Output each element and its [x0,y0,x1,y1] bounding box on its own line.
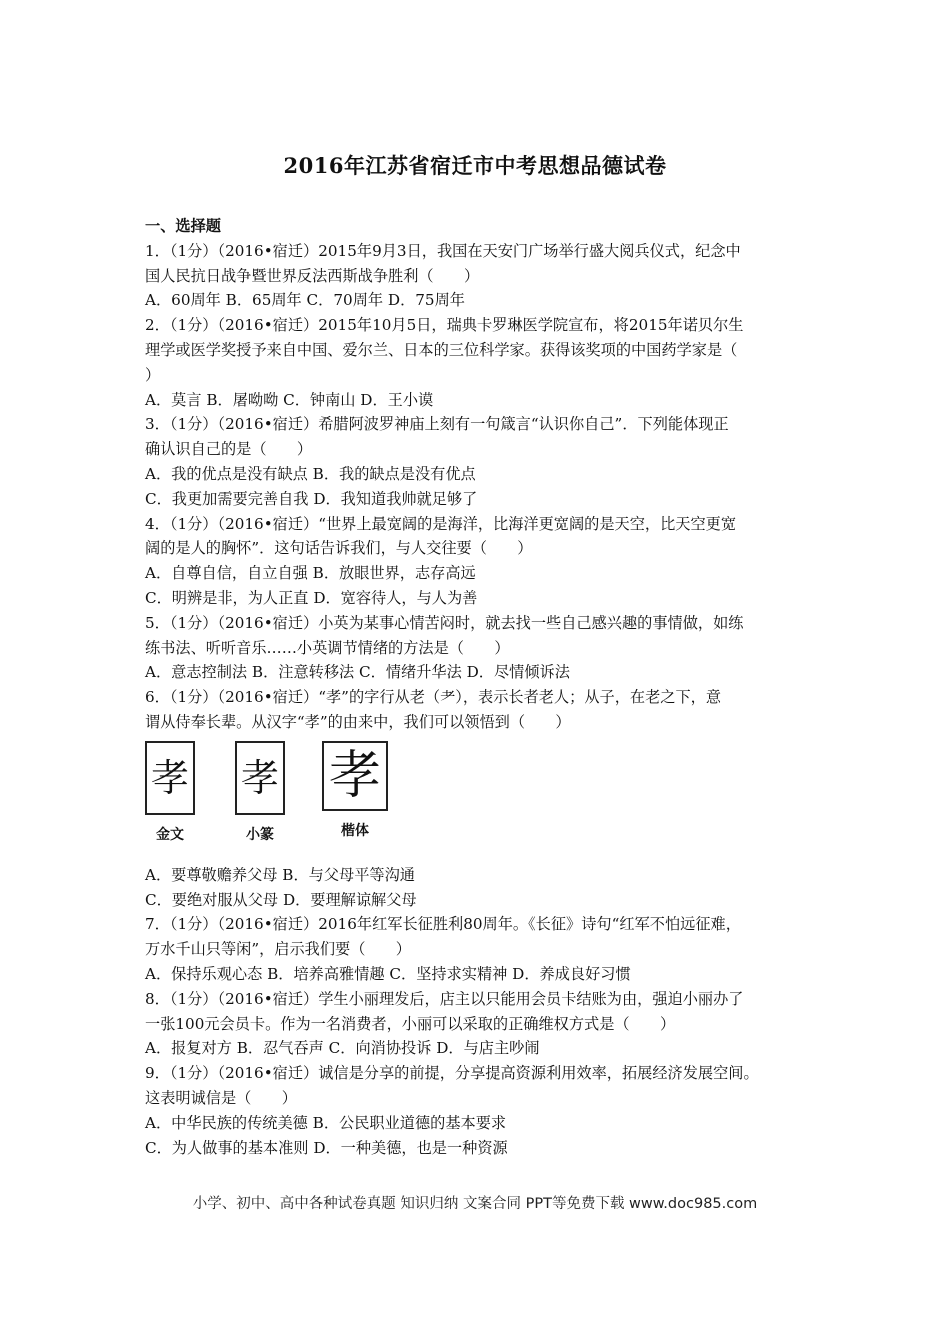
question-3-options-2: C．我更加需要完善自我 D．我知道我帅就足够了 [145,489,478,508]
question-3-line-1: 3．（1分）（2016•宿迁）希腊阿波罗神庙上刻有一句箴言“认识你自己”．下列能体现正 [145,415,729,434]
exam-content [145,214,825,1160]
question-2-line-3: ） [145,365,161,384]
question-5-options-1: A．意志控制法 B．注意转移法 C．情绪升华法 D．尽情倾诉法 [145,663,570,682]
xiao-character-figure [145,735,825,863]
kaiti-glyph: 孝 [328,745,381,806]
question-2-options-1: A．莫言 B．屠呦呦 C．钟南山 D．王小谟 [145,390,434,409]
jinwen-figure [145,741,195,848]
question-7-options-1: A．保持乐观心态 B．培养高雅情趣 C．坚持求实精神 D．养成良好习惯 [145,964,631,983]
question-8-line-1: 8．（1分）（2016•宿迁）学生小丽理发后，店主以只能用会员卡结账为由，强迫小丽办了 [145,989,744,1008]
question-8-options-1: A．报复对方 B．忍气吞声 C．向消协投诉 D．与店主吵闹 [145,1039,540,1058]
question-4-options-2: C．明辨是非，为人正直 D．宽容待人，与人为善 [145,588,478,607]
question-9-options-2: C．为人做事的基本准则 D．一种美德，也是一种资源 [145,1138,508,1157]
kaiti-label: 楷体 [341,822,369,839]
jinwen-glyph-frame [145,741,195,815]
question-9-options-1: A．中华民族的传统美德 B．公民职业道德的基本要求 [145,1113,507,1132]
xiaozhuan-glyph: 孝 [240,755,279,800]
question-1-line-2: 国人民抗日战争暨世界反法西斯战争胜利（ ） [145,266,480,285]
question-5-line-1: 5．（1分）（2016•宿迁）小英为某事心情苦闷时，就去找一些自己感兴趣的事情做，如练 [145,613,744,632]
question-6-line-2: 谓从侍奉长辈。从汉字“孝”的由来中，我们可以领悟到（ ） [145,712,571,731]
question-6-options-2: C．要绝对服从父母 D．要理解谅解父母 [145,890,417,909]
kaiti-figure [322,741,388,844]
question-9-line-1: 9．（1分）（2016•宿迁）诚信是分享的前提，分享提高资源利用效率，拓展经济发展空间。 [145,1064,759,1083]
question-6-line-1: 6．（1分）（2016•宿迁）“孝”的字行从老（耂），表示长者老人；从子，在老之下，意 [145,688,722,707]
page-footer: 小学、初中、高中各种试卷真题 知识归纳 文案合同 PPT等免费下载 www.doc985.com [192,1196,758,1212]
kaiti-glyph-frame [322,741,388,811]
question-7-line-1: 7．（1分）（2016•宿迁）2016年红军长征胜利80周年。《长征》诗句“红军不怕远征难， [145,915,741,934]
question-3-options-1: A．我的优点是没有缺点 B．我的缺点是没有优点 [145,464,476,483]
question-4-line-2: 阔的是人的胸怀”．这句话告诉我们，与人交往要（ ） [145,539,533,558]
question-8-line-2: 一张100元会员卡。作为一名消费者，小丽可以采取的正确维权方式是（ ） [145,1014,676,1033]
section-heading: 一、选择题 [145,217,221,235]
question-6-options-1: A．要尊敬赡养父母 B．与父母平等沟通 [145,865,415,884]
xiaozhuan-figure [235,741,285,848]
page-title: 2016年江苏省宿迁市中考思想品德试卷 [283,153,667,178]
question-2-line-1: 2．（1分）（2016•宿迁）2015年10月5日，瑞典卡罗琳医学院宣布，将2015年诺贝尔生 [145,316,744,335]
question-9-line-2: 这表明诚信是（ ） [145,1088,297,1107]
question-2-line-2: 理学或医学奖授予来自中国、爱尔兰、日本的三位科学家。获得该奖项的中国药学家是（ [145,340,738,359]
question-7-line-2: 万水千山只等闲”，启示我们要（ ） [145,940,411,959]
jinwen-label: 金文 [156,826,184,843]
jinwen-glyph: 孝 [150,755,189,800]
question-1-options-1: A．60周年 B．65周年 C．70周年 D．75周年 [145,291,465,310]
xiaozhuan-label: 小篆 [246,826,274,843]
question-5-line-2: 练书法、听听音乐……小英调节情绪的方法是（ ） [145,638,510,657]
question-4-line-1: 4．（1分）（2016•宿迁）“世界上最宽阔的是海洋，比海洋更宽阔的是天空，比天空更宽 [145,514,737,533]
xiaozhuan-glyph-frame [235,741,285,815]
question-4-options-1: A．自尊自信，自立自强 B．放眼世界，志存高远 [145,564,476,583]
question-1-line-1: 1．（1分）（2016•宿迁）2015年9月3日，我国在天安门广场举行盛大阅兵仪式，纪念中 [145,241,741,260]
question-3-line-2: 确认识自己的是（ ） [145,440,313,459]
